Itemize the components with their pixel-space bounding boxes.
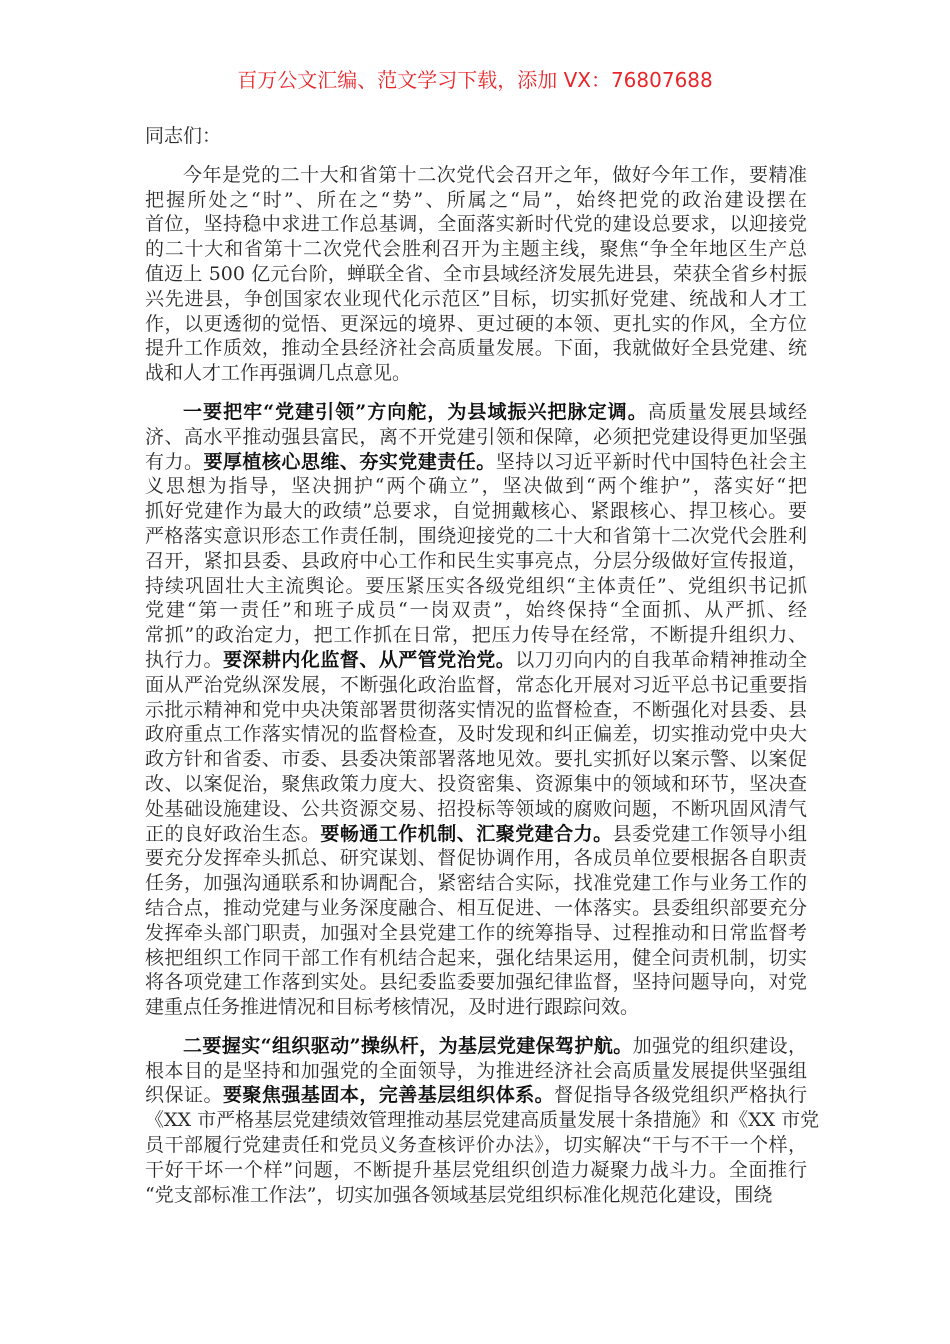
body-text: 坚持以习近平新时代中国特色社会主 [495, 450, 807, 473]
text-line [145, 846, 807, 871]
body-text: “党支部标准工作法”，切实加强各领域基层党组织标准化规范化建设，围绕 [145, 1183, 773, 1206]
body-text: 员干部履行党建责任和党员义务查核评价办法》，切实解决“干与不干一个样， [145, 1134, 807, 1157]
paragraph [145, 400, 807, 1020]
text-line [145, 1034, 807, 1059]
body-text: 执行力。 [145, 648, 223, 671]
bold-heading-text: 要聚焦强基固本，完善基层组织体系。 [222, 1084, 555, 1107]
text-line [145, 336, 807, 361]
salutation [145, 124, 807, 149]
body-text: 的二十大和省第十二次党代会胜利召开为主题主线，聚焦“争全年地区生产总 [145, 238, 807, 261]
body-text: 《XX 市严格基层党建绩效管理推动基层党建高质量发展十条措施》和《XX 市党 [145, 1109, 820, 1132]
text-line [145, 262, 807, 287]
body-text: 要充分发挥牵头抓总、研究谋划、督促协调作用，各成员单位要根据各自职责 [145, 847, 807, 870]
body-text: 加强党的组织建设， [632, 1034, 807, 1057]
body-text: 政方针和省委、市委、县委决策部署落地见效。要扎实抓好以案示警、以案促 [145, 748, 807, 771]
body-text: 任务，加强沟通联系和协调配合，紧密结合实际，找准党建工作与业务工作的 [145, 872, 807, 895]
text-line [145, 163, 807, 188]
text-line [145, 673, 807, 698]
text-line [145, 946, 807, 971]
paragraphs [145, 163, 820, 1208]
text-line [145, 361, 807, 386]
body-text: 政府重点工作落实情况的监督检查，及时发现和纠正偏差，切实推动党中央大 [145, 723, 807, 746]
text-line [145, 598, 807, 623]
body-text: 织保证。 [145, 1084, 223, 1107]
bold-heading-text: 一要把牢“党建引领”方向舵，为县域振兴把脉定调。 [183, 400, 648, 423]
text-line [145, 797, 807, 822]
body-text: 义思想为指导，坚决拥护“两个确立”，坚决做到“两个维护”，落实好“把 [145, 475, 807, 498]
text-line [145, 312, 807, 337]
body-text: 把握所处之“时”、所在之“势”、所属之“局”，始终把党的政治建设摆在 [145, 188, 807, 211]
text-line [145, 896, 807, 921]
text-line [145, 1158, 807, 1183]
text-line [145, 212, 807, 237]
salutation-text: 同志们： [145, 125, 222, 147]
text-line [145, 287, 807, 312]
watermark-banner: 百万公文汇编、范文学习下载，添加 VX：76807688 [237, 68, 713, 92]
body-text: 建重点任务推进情况和目标考核情况，及时进行跟踪问效。 [145, 996, 640, 1019]
text-line [145, 970, 807, 995]
body-text: 作，以更透彻的觉悟、更深远的境界、更过硬的本领、更扎实的作风，全方位 [145, 312, 807, 335]
body-text: 以刀刃向内的自我革命精神推动全 [515, 648, 807, 671]
body-text: 发挥牵头部门职责，加强对全县党建工作的统筹指导、过程推动和日常监督考 [145, 921, 807, 944]
bold-heading-text: 要畅通工作机制、汇聚党建合力。 [320, 822, 613, 845]
body-text: 督促指导各级党组织严格执行 [554, 1084, 807, 1107]
body-text: 抓好党建作为最大的政绩”总要求，自觉拥戴核心、紧跟核心、捍卫核心。要 [145, 500, 807, 523]
body-text: 有力。 [145, 450, 204, 473]
paragraph [145, 1034, 820, 1208]
body-text: 值迈上 500 亿元台阶，蝉联全省、全市县域经济发展先进县，荣获全省乡村振 [145, 262, 807, 285]
text-line [145, 1108, 820, 1133]
body-text: 根本目的是坚持和加强党的全面领导，为推进经济社会高质量发展提供坚强组 [145, 1059, 807, 1082]
bold-heading-text: 二要握实“组织驱动”操纵杆，为基层党建保驾护航。 [183, 1034, 633, 1057]
body-text: 党建“第一责任”和班子成员“一岗双责”，始终保持“全面抓、从严抓、经 [145, 599, 807, 622]
bold-heading-text: 要深耕内化监督、从严管党治党。 [222, 648, 516, 671]
body-text: 改、以案促治，聚焦政策力度大、投资密集、资源集中的领域和环节，坚决查 [145, 772, 807, 795]
text-line [145, 772, 807, 797]
text-line [145, 188, 807, 213]
body-text: 示批示精神和党中央决策部署贯彻落实情况的监督检查，不断强化对县委、县 [145, 698, 807, 721]
text-line [145, 871, 807, 896]
text-line [145, 648, 807, 673]
document-body [145, 124, 820, 1221]
body-text: 干好干坏一个样”问题，不断提升基层党组织创造力凝聚力战斗力。全面推行 [145, 1158, 807, 1181]
text-line [145, 499, 807, 524]
body-text: 今年是党的二十大和省第十二次党代会召开之年，做好今年工作，要精准 [183, 163, 807, 186]
text-line [145, 237, 807, 262]
body-text: 兴先进县，争创国家农业现代化示范区”目标，切实抓好党建、统战和人才工 [145, 287, 807, 310]
text-line [145, 1133, 807, 1158]
body-text: 济、高水平推动强县富民，离不开党建引领和保障，必须把党建设得更加坚强 [145, 425, 807, 448]
text-line [145, 425, 807, 450]
body-text: 常抓”的政治定力，把工作抓在日常，把压力传导在经常，不断提升组织力、 [145, 624, 807, 647]
text-line [145, 995, 807, 1020]
body-text: 核把组织工作同干部工作有机结合起来，强化结果运用，健全问责机制，切实 [145, 946, 807, 969]
text-line [145, 574, 807, 599]
body-text: 严格落实意识形态工作责任制，围绕迎接党的二十大和省第十二次党代会胜利 [145, 524, 807, 547]
text-line [145, 822, 807, 847]
body-text: 高质量发展县域经 [647, 400, 807, 423]
text-line [145, 623, 807, 648]
text-line [145, 400, 807, 425]
paragraph [145, 163, 807, 386]
bold-heading-text: 要厚植核心思维、夯实党建责任。 [203, 450, 496, 473]
body-text: 首位，坚持稳中求进工作总基调，全面落实新时代党的建设总要求，以迎接党 [145, 213, 807, 236]
text-line [145, 747, 807, 772]
body-text: 结合点，推动党建与业务深度融合、相互促进、一体落实。县委组织部要充分 [145, 896, 807, 919]
text-line [145, 1183, 807, 1208]
text-line [145, 722, 807, 747]
text-line [145, 1083, 807, 1108]
body-text: 处基础设施建设、公共资源交易、招投标等领域的腐败问题，不断巩固风清气 [145, 797, 807, 820]
body-text: 正的良好政治生态。 [145, 822, 321, 845]
body-text: 县委党建工作领导小组 [612, 822, 807, 845]
body-text: 召开，紧扣县委、县政府中心工作和民生实事亮点，分层分级做好宣传报道， [145, 549, 807, 572]
body-text: 战和人才工作再强调几点意见。 [145, 362, 412, 385]
text-line [145, 1059, 807, 1084]
text-line [145, 549, 807, 574]
body-text: 面从严治党纵深发展，不断强化政治监督，常态化开展对习近平总书记重要指 [145, 673, 807, 696]
body-text: 持续巩固壮大主流舆论。要压紧压实各级党组织“主体责任”、党组织书记抓 [145, 574, 807, 597]
text-line [145, 698, 807, 723]
text-line [145, 450, 807, 475]
text-line [145, 921, 807, 946]
body-text: 将各项党建工作落到实处。县纪委监委要加强纪律监督，坚持问题导向，对党 [145, 971, 807, 994]
text-line [145, 524, 807, 549]
text-line [145, 474, 807, 499]
body-text: 提升工作质效，推动全县经济社会高质量发展。下面，我就做好全县党建、统 [145, 337, 807, 360]
